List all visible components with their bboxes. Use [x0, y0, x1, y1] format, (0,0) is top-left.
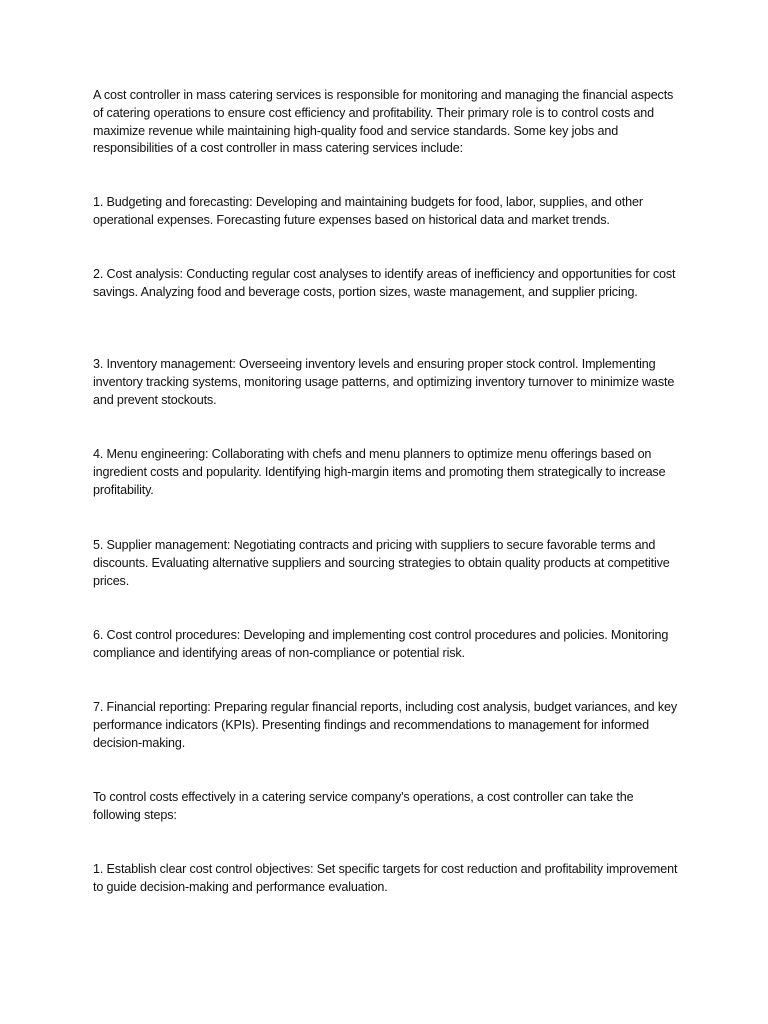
responsibility-menu-engineering: 4. Menu engineering: Collaborating with chefs and menu planners to optimize menu offerings based on ingredient costs and popularity. Identifying high-margin items and promoting them strategically to increase profitability.: [93, 447, 666, 497]
intro-paragraph: A cost controller in mass catering services is responsible for monitoring and managing the financial aspects of catering operations to ensure cost efficiency and profitability. Their primary role is to control costs and maximize revenue while maintaining high-quality food and service standards. Some key jobs and responsibilities of a cost controller in mass catering services include:: [93, 88, 674, 156]
responsibility-cost-analysis: 2. Cost analysis: Conducting regular cost analyses to identify areas of inefficiency and opportunities for cost savings. Analyzing food and beverage costs, portion sizes, waste management, and supplier pricing.: [93, 267, 676, 299]
responsibility-supplier: 5. Supplier management: Negotiating contracts and pricing with suppliers to secure favorable terms and discounts. Evaluating alternative suppliers and sourcing strategies to obtain quality products at competitive prices.: [93, 538, 670, 588]
responsibility-financial-reporting: 7. Financial reporting: Preparing regular financial reports, including cost analysis, budget variances, and key performance indicators (KPIs). Presenting findings and recommendations to management for informed decision-making.: [93, 700, 677, 750]
responsibility-cost-control: 6. Cost control procedures: Developing and implementing cost control procedures and policies. Monitoring compliance and identifying areas of non-compliance or potential risk.: [93, 628, 669, 660]
responsibility-budgeting: 1. Budgeting and forecasting: Developing and maintaining budgets for food, labor, supplies, and other operational expenses. Forecasting future expenses based on historical data and market trends.: [93, 195, 643, 227]
responsibility-inventory: 3. Inventory management: Overseeing inventory levels and ensuring proper stock control. Implementing inventory tracking systems, monitoring usage patterns, and optimizing inventory turnover to minimize waste and prevent stockouts.: [93, 357, 675, 407]
step-establish-objectives: 1. Establish clear cost control objectives: Set specific targets for cost reduction and profitability improvement to guide decision-making and performance evaluation.: [93, 862, 678, 894]
steps-intro-paragraph: To control costs effectively in a catering service company's operations, a cost controller can take the following steps:: [93, 790, 634, 822]
